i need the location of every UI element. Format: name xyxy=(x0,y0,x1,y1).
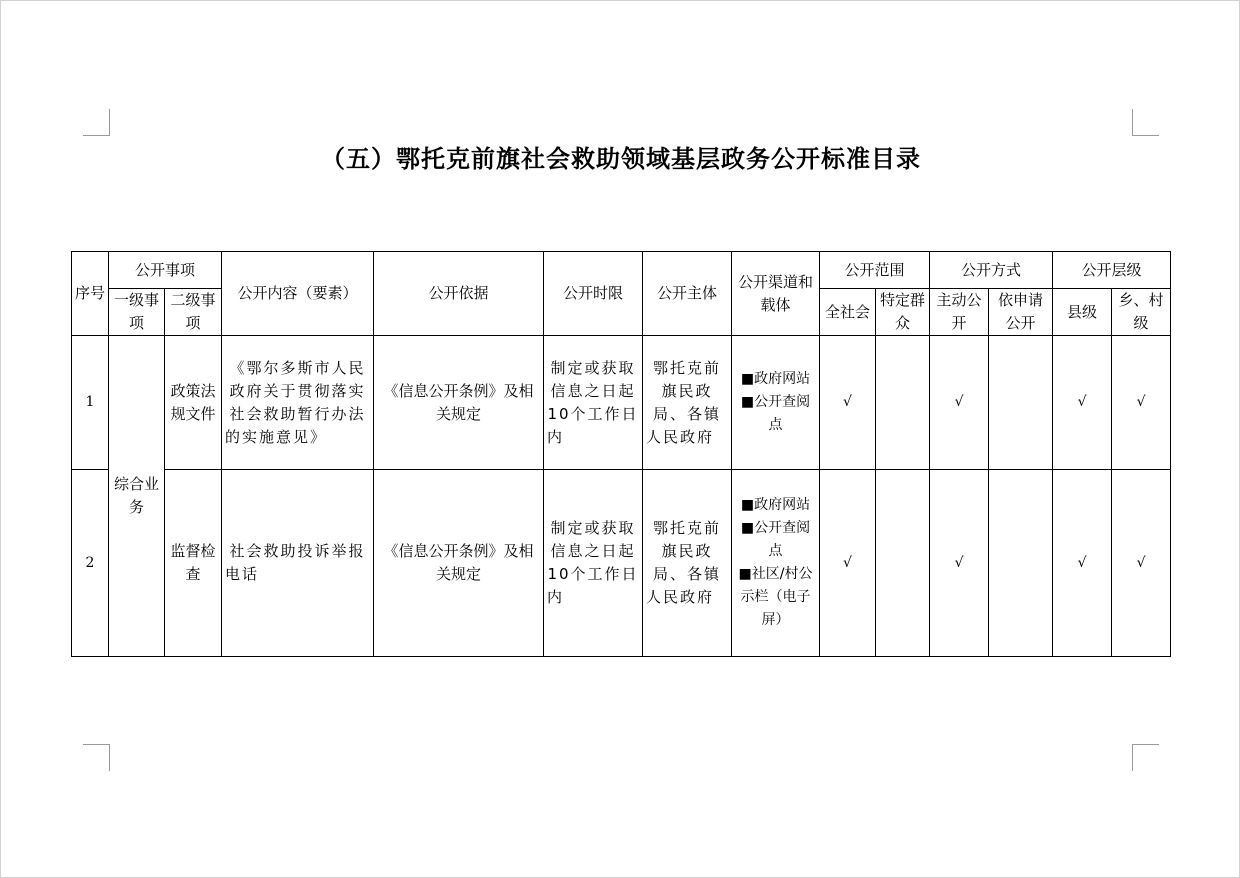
channel-item: ■政府网站 xyxy=(740,371,811,387)
header-seq: 序号 xyxy=(72,252,109,336)
scope-all-check: √ xyxy=(820,470,876,657)
header-hierarchy: 公开层级 xyxy=(1053,252,1171,289)
subject-cell: 鄂托克前旗民政局、各镇人民政府 xyxy=(643,470,732,657)
header-level1: 一级事项 xyxy=(109,289,165,336)
content-cell: 社会救助投诉举报电话 xyxy=(222,470,374,657)
header-method: 公开方式 xyxy=(930,252,1053,289)
channel-item: ■政府网站 xyxy=(740,497,811,513)
crop-mark-top-left xyxy=(83,109,110,136)
header-time-limit: 公开时限 xyxy=(544,252,643,336)
level1-item-cell: 综合业务 xyxy=(109,336,165,657)
header-basis: 公开依据 xyxy=(374,252,544,336)
header-method-active: 主动公开 xyxy=(930,289,989,336)
channel-cell xyxy=(732,336,820,470)
crop-mark-bottom-left xyxy=(83,744,110,771)
scope-all-check: √ xyxy=(820,336,876,470)
header-content: 公开内容（要素） xyxy=(222,252,374,336)
table-row xyxy=(72,470,1171,657)
time-limit-cell: 制定或获取信息之日起10个工作日内 xyxy=(544,336,643,470)
header-subject: 公开主体 xyxy=(643,252,732,336)
channel-cell xyxy=(732,470,820,657)
channel-item: ■公开查阅点 xyxy=(740,520,811,559)
header-scope-specific: 特定群众 xyxy=(876,289,930,336)
hier-township-check: √ xyxy=(1112,336,1171,470)
hier-county-check: √ xyxy=(1053,336,1112,470)
hier-township-check: √ xyxy=(1112,470,1171,657)
subject-cell: 鄂托克前旗民政局、各镇人民政府 xyxy=(643,336,732,470)
level2-item-cell: 政策法规文件 xyxy=(165,336,222,470)
header-level2: 二级事项 xyxy=(165,289,222,336)
table-row xyxy=(72,336,1171,470)
basis-cell: 《信息公开条例》及相关规定 xyxy=(374,470,544,657)
row-seq: 2 xyxy=(72,470,109,657)
time-limit-cell: 制定或获取信息之日起10个工作日内 xyxy=(544,470,643,657)
basis-cell: 《信息公开条例》及相关规定 xyxy=(374,336,544,470)
page-title: （五）鄂托克前旗社会救助领域基层政务公开标准目录 xyxy=(321,145,921,173)
method-request-check xyxy=(989,336,1053,470)
scope-specific-check xyxy=(876,470,930,657)
header-hier-county: 县级 xyxy=(1053,289,1112,336)
level2-item-cell: 监督检查 xyxy=(165,470,222,657)
disclosure-catalog-table xyxy=(71,251,1171,657)
hier-county-check: √ xyxy=(1053,470,1112,657)
header-hier-township: 乡、村级 xyxy=(1112,289,1171,336)
header-scope: 公开范围 xyxy=(820,252,930,289)
header-scope-all: 全社会 xyxy=(820,289,876,336)
channel-item: ■公开查阅点 xyxy=(740,394,811,433)
header-row-1 xyxy=(72,252,1171,289)
method-active-check: √ xyxy=(930,470,989,657)
header-channel: 公开渠道和载体 xyxy=(732,252,820,336)
header-method-request: 依申请公开 xyxy=(989,289,1053,336)
crop-mark-bottom-right xyxy=(1132,744,1159,771)
row-seq: 1 xyxy=(72,336,109,470)
crop-mark-top-right xyxy=(1132,109,1159,136)
scope-specific-check xyxy=(876,336,930,470)
method-request-check xyxy=(989,470,1053,657)
method-active-check: √ xyxy=(930,336,989,470)
header-items: 公开事项 xyxy=(109,252,222,289)
content-cell: 《鄂尔多斯市人民政府关于贯彻落实社会救助暂行办法的实施意见》 xyxy=(222,336,374,470)
channel-item: ■社区/村公示栏（电子屏） xyxy=(738,566,813,628)
